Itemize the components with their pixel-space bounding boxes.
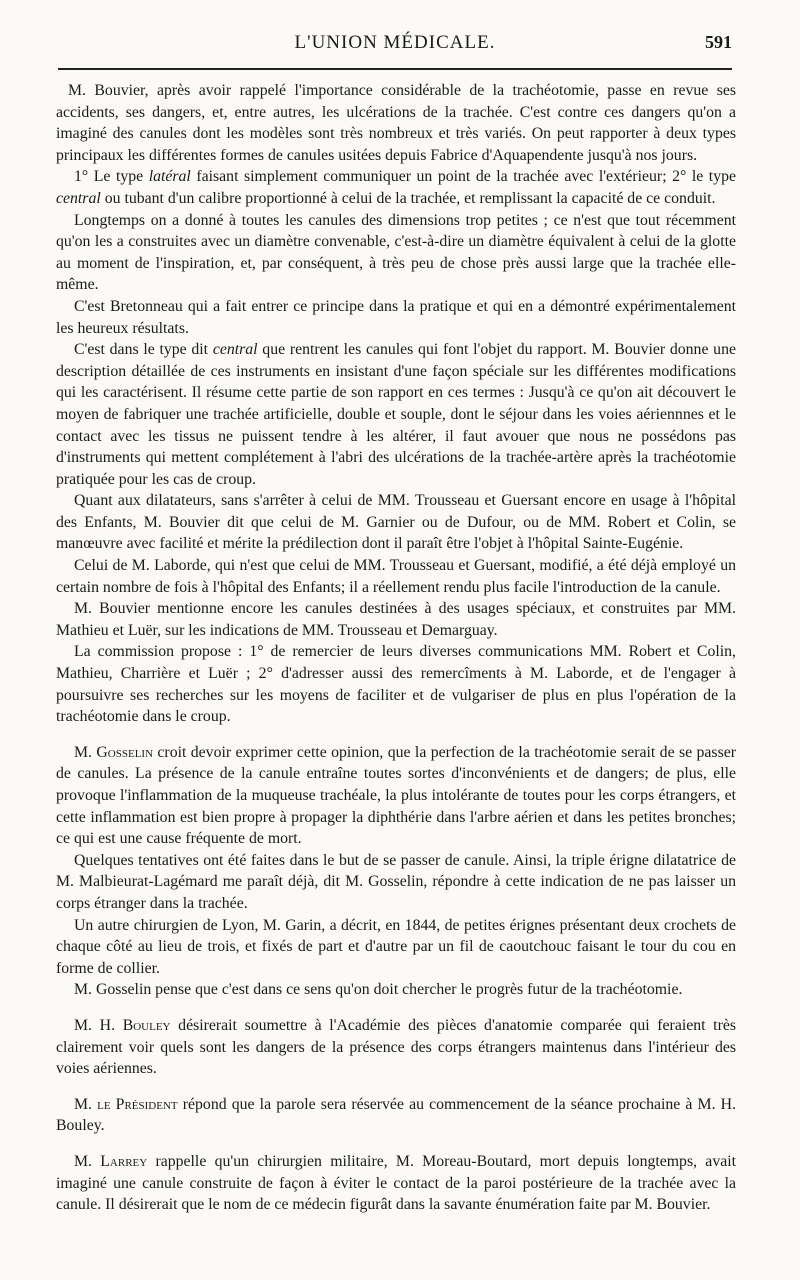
paragraph-dilatateurs: Quant aux dilatateurs, sans s'arrêter à celui de MM. Trousseau et Guersant encore en usage à l'hôpital des Enfants, M. Bouvier dit que celui de M. Garnier ou de Dufour, ou de MM. Robert et Colin, se manœuvre avec facilité et mérite la prédilection dont il paraît être l'objet à l'hôpital Sainte-Eugénie. xyxy=(56,492,736,553)
paragraph-president: M. le Président répond que la parole sera réservée au commencement de la séance prochaine à M. H. Bouley. xyxy=(56,1095,737,1135)
paragraph-bouvier-intro: M. Bouvier, après avoir rappelé l'importance considérable de la trachéotomie, passe en revue ses accidents, ses dangers, et, entre autres, les ulcérations de la trachée. C'est contre ces dangers qu'on a imaginé des canules dont les modèles sont très nombreux et très variés. On peut rapporter à deux types principaux les différentes formes de canules usitées depuis Fabrice d'Aquapendente jusqu'à nos jours. xyxy=(56,82,736,164)
paragraph-laborde: Celui de M. Laborde, qui n'est que celui de MM. Trousseau et Guersant, modifié, a été déjà employé un certain nombre de fois à l'hôpital des Enfants; il a réellement rendu plus facile l'introduction de la canule. xyxy=(56,557,736,596)
paragraph-central-type: C'est dans le type dit central que rentrent les canules qui font l'objet du rapport. M. Bouvier donne une description détaillée de ces instruments en insistant d'une façon spéciale sur les différentes modifications qui les caractérisent. Il résume cette partie de son rapport en ces termes : Jusqu'à ce qu'on ait découvert le moyen de fabriquer une trachée artificielle, double et souple, dont le séjour dans les voies aériennnes et le contact avec les tissus ne puissent tendre à les altérer, il faut avouer que nous ne possédons pas d'instruments qui mettent complétement à l'abri des ulcérations de la trachée-artère après la trachéotomie pratiquée pour les cas de croup. xyxy=(56,341,736,488)
paragraph-larrey: M. Larrey rappelle qu'un chirurgien militaire, M. Moreau-Boutard, mort depuis longtemps, avait imaginé une canule construite de façon à éviter le contact de la paroi postérieure de la trachée avec la canule. Il désirerait que le nom de ce médecin figurât dans la savante énumération faite par M. Bouvier. xyxy=(56,1152,737,1214)
paragraph-dimensions: Longtemps on a donné à toutes les canules des dimensions trop petites ; ce n'est que tout récemment qu'on les a construites avec un diamètre convenable, c'est-à-dire un diamètre équivalent à celui de la glotte au moment de l'inspiration, et, par conséquent, à très peu de chose près aussi large que la trachée elle-même. xyxy=(56,211,736,294)
journal-title: L'UNION MÉDICALE. xyxy=(294,32,496,53)
paragraph-bretonneau: C'est Bretonneau qui a fait entrer ce principe dans la pratique et qui en a démontré expérimentalement les heureux résultats. xyxy=(56,297,736,337)
page-header xyxy=(58,28,732,70)
paragraph-bouley: M. H. Bouley désirerait soumettre à l'Académie des pièces d'anatomie comparée qui feraient très clairement voir quels sont les dangers de la présence des corps étrangers maintenus dans l'intérieur des voies aériennes. xyxy=(56,1016,736,1078)
paragraph-types: 1° Le type latéral faisant simplement communiquer un point de la trachée avec l'extérieur; 2° le type central ou tubant d'un calibre proportionné à celui de la trachée, et remplissant la capacité de ce conduit. xyxy=(56,168,736,207)
paragraph-gosselin-progres: M. Gosselin pense que c'est dans ce sens qu'on doit chercher le progrès futur de la trachéotomie. xyxy=(74,981,683,999)
paragraph-garin: Un autre chirurgien de Lyon, M. Garin, a décrit, en 1844, de petites érignes présentant deux crochets de chaque côté au lieu de trois, et fixés de part et d'autre par un fil de caoutchouc faisant le tour du cou en forme de collier. xyxy=(56,916,736,977)
article-body xyxy=(56,80,736,1216)
paragraph-gosselin: M. Gosselin croit devoir exprimer cette opinion, que la perfection de la trachéotomie serait de se passer de canules. La présence de la canule entraîne toutes sortes d'inconvénients et de dangers; de plus, elle provoque l'inflammation de la muqueuse trachéale, la plus intolérante de toutes pour les corps étrangers, et cette inflammation est bien propre à propager la diphthérie dans l'arbre aérien et dans les petites bronches; ce qui est une cause fréquente de mort. xyxy=(56,743,736,848)
paragraph-commission: La commission propose : 1° de remercier de leurs diverses communications MM. Robert et Colin, Mathieu, Charrière et Luër ; 2° d'adresser aussi des remercîments à M. Laborde, et de l'engager à poursuivre ses recherches sur les moyens de faciliter et de vulgariser de plus en plus l'opération de la trachéotomie dans le croup. xyxy=(56,643,736,726)
page-number: 591 xyxy=(705,32,732,52)
paragraph-tentatives: Quelques tentatives ont été faites dans le but de se passer de canule. Ainsi, la triple érigne dilatatrice de M. Malbieurat-Lagémard me paraît déjà, dit M. Gosselin, répondre à cette indication de ne pas laisser un corps étranger dans la trachée. xyxy=(56,851,736,912)
paragraph-canules-speciales: M. Bouvier mentionne encore les canules destinées à des usages spéciaux, et construites par MM. Mathieu et Luër, sur les indications de MM. Trousseau et Demarguay. xyxy=(56,600,736,639)
